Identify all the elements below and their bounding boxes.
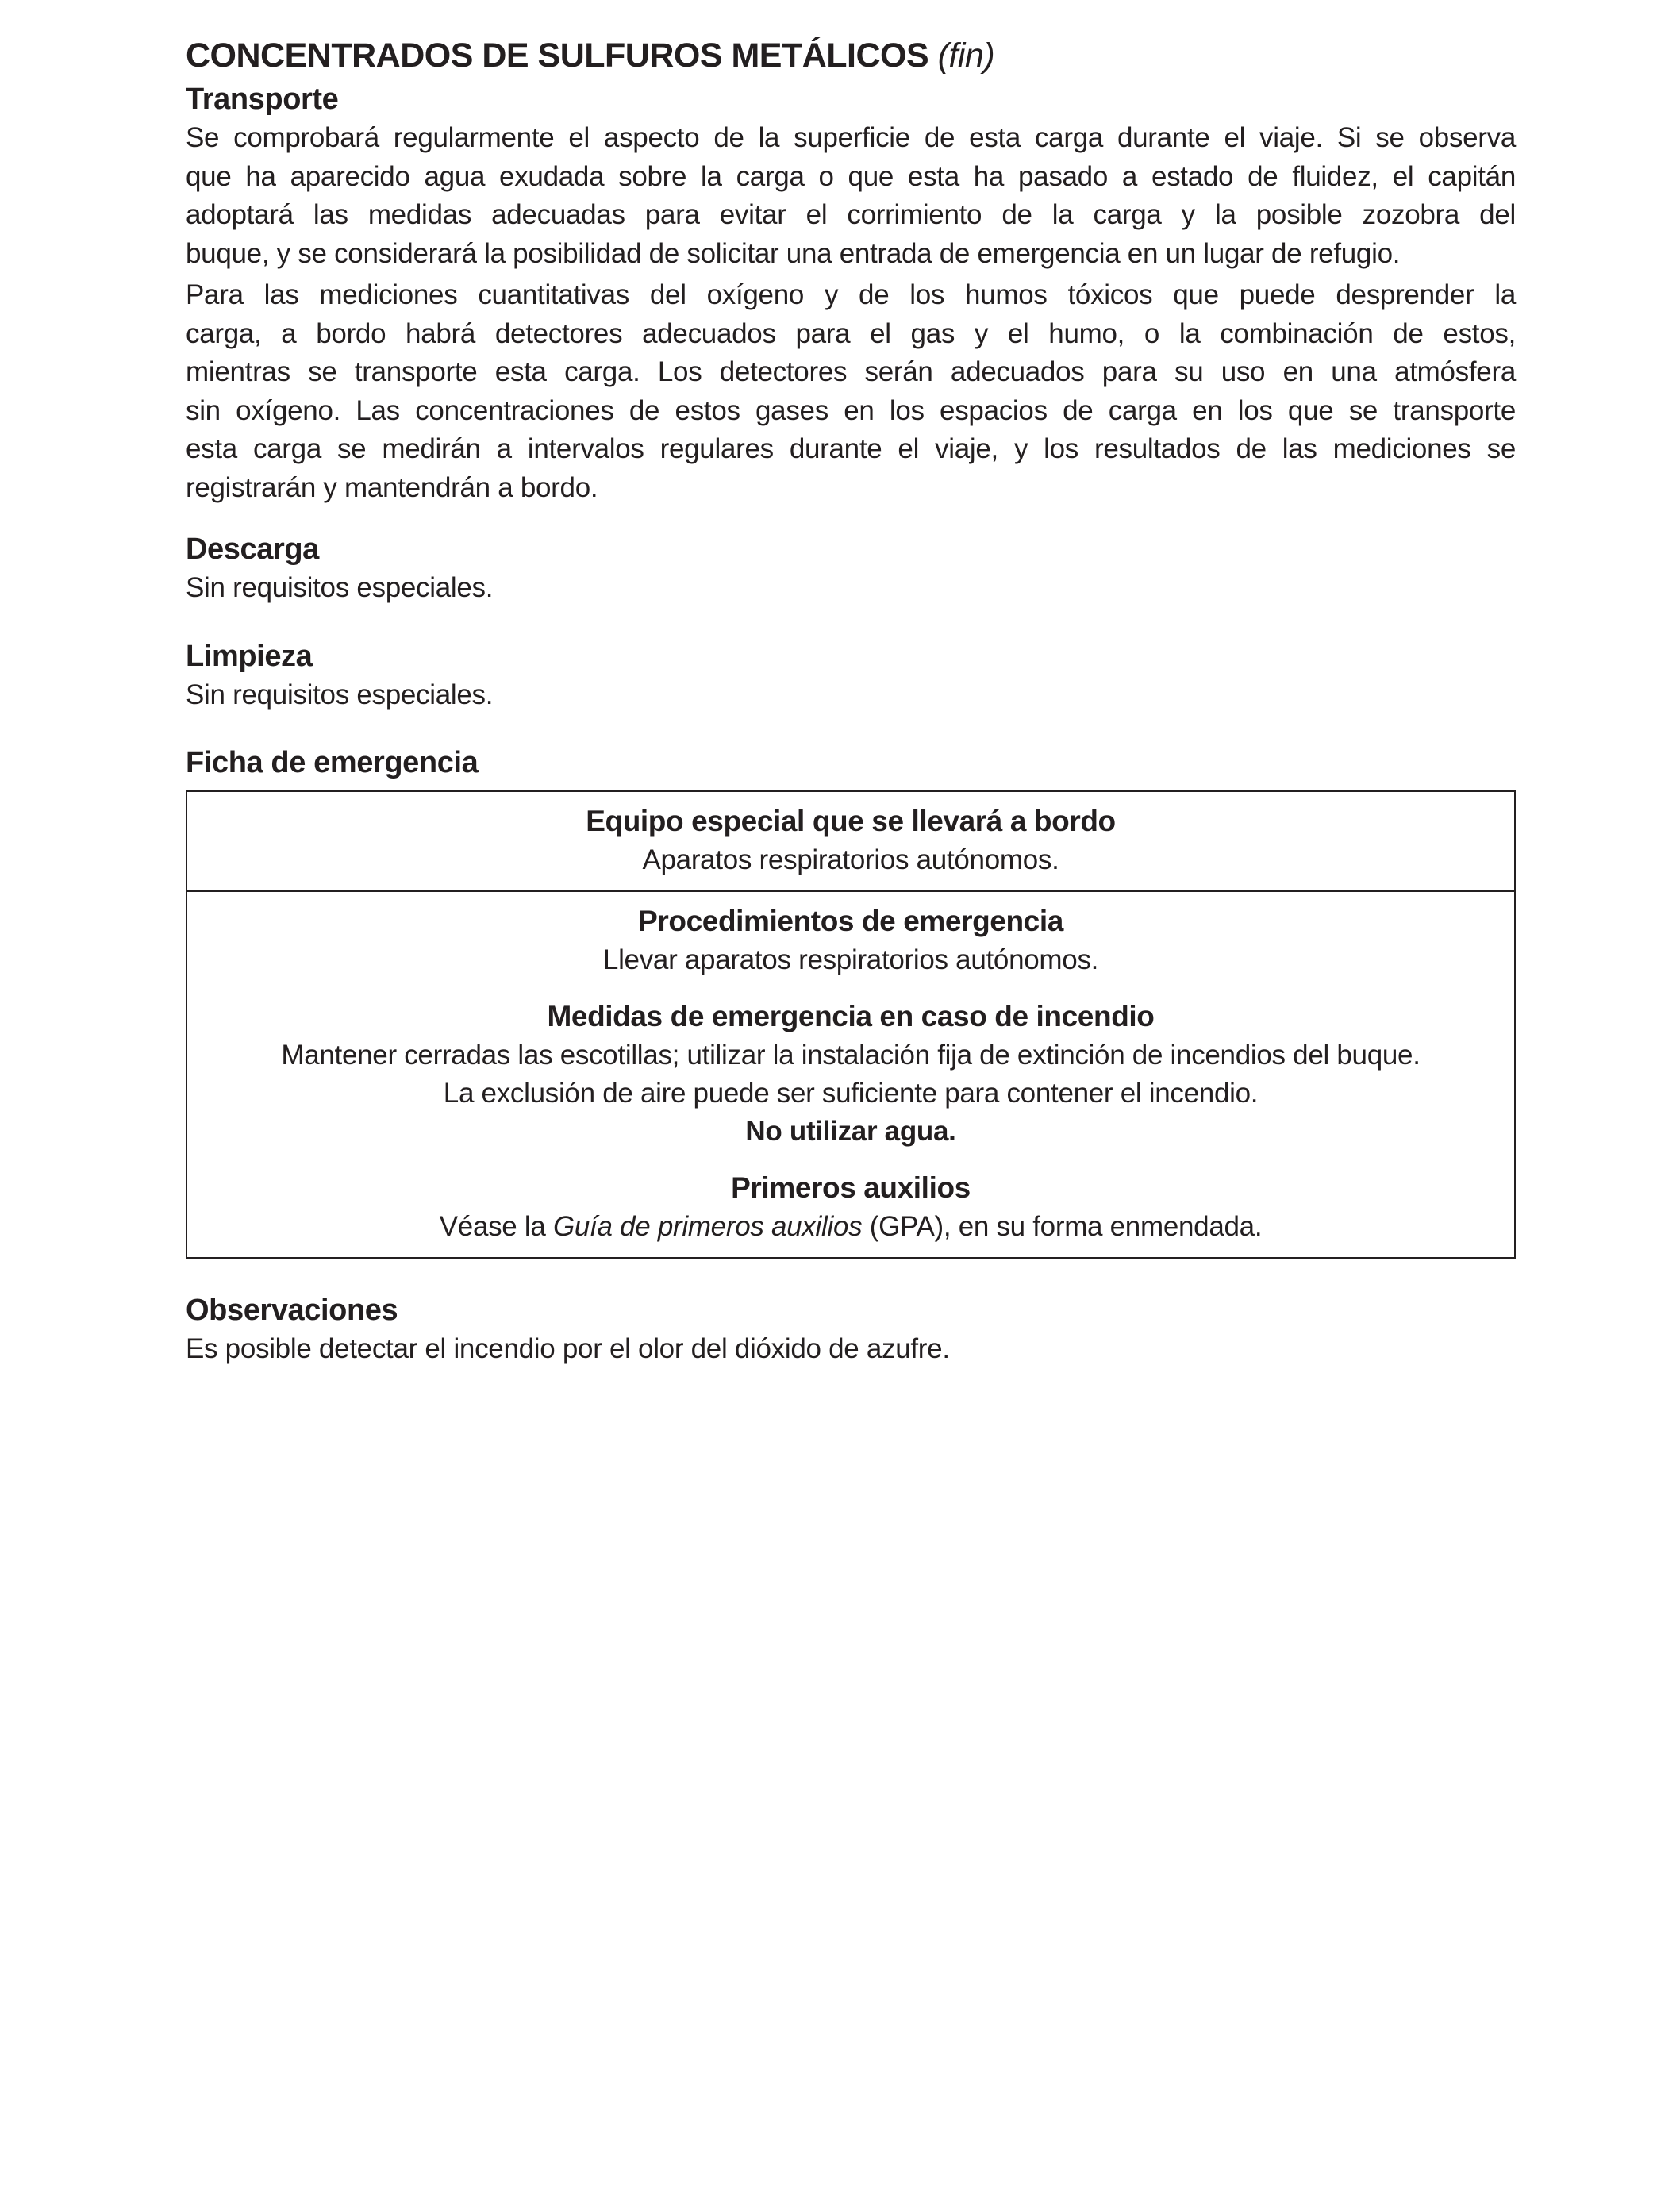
text-line: registrarán y mantendrán a bordo.	[186, 471, 598, 503]
title-text: CONCENTRADOS DE SULFUROS METÁLICOS	[186, 37, 929, 75]
title-suffix: (fin)	[937, 37, 995, 75]
first-aid-post: (GPA), en su forma enmendada.	[862, 1211, 1263, 1242]
equipment-cell	[187, 792, 1514, 890]
text-line: buque, y se considerará la posibilidad de solicitar una entrada de emergencia en un lugar de refugio.	[186, 237, 1401, 269]
procedures-cell	[187, 890, 1514, 1257]
equipment-heading: Equipo especial que se llevará a bordo	[586, 805, 1116, 837]
first-aid-text	[187, 1208, 1514, 1246]
first-aid-guide-title: Guía de primeros auxilios	[552, 1211, 863, 1242]
descarga-text: Sin requisitos especiales.	[186, 572, 494, 603]
equipment-text: Aparatos respiratorios autónomos.	[642, 844, 1059, 875]
section-heading-limpieza: Limpieza	[186, 639, 313, 673]
text-line: adoptará las medidas adecuadas para evitar el corrimiento de la carga y la posible zozobra del	[186, 199, 1516, 230]
procedures-heading: Procedimientos de emergencia	[638, 905, 1063, 937]
fire-heading: Medidas de emergencia en caso de incendio	[547, 1000, 1155, 1032]
text-line: mientras se transporte esta carga. Los detectores serán adecuados para su uso en una atmósfera	[186, 356, 1516, 387]
text-line: sin oxígeno. Las concentraciones de estos gases en los espacios de carga en los que se transporte	[186, 394, 1516, 426]
page-title	[186, 32, 1516, 79]
text-line: carga, a bordo habrá detectores adecuados para el gas y el humo, o la combinación de estos,	[186, 317, 1516, 349]
fire-text-2: La exclusión de aire puede ser suficiente para contener el incendio.	[443, 1078, 1259, 1109]
text-line: que ha aparecido agua exudada sobre la carga o que esta ha pasado a estado de fluidez, el capitán	[186, 160, 1516, 192]
section-heading-transporte: Transporte	[186, 83, 339, 116]
procedures-text: Llevar aparatos respiratorios autónomos.	[602, 944, 1099, 975]
limpieza-text: Sin requisitos especiales.	[186, 679, 494, 710]
observaciones-text: Es posible detectar el incendio por el olor del dióxido de azufre.	[186, 1333, 950, 1364]
text-line: Se comprobará regularmente el aspecto de la superficie de esta carga durante el viaje. Si se observa	[186, 122, 1516, 153]
section-heading-ficha: Ficha de emergencia	[186, 746, 479, 779]
emergency-schedule-box	[186, 790, 1516, 1259]
text-line: esta carga se medirán a intervalos regulares durante el viaje, y los resultados de las mediciones se	[186, 433, 1516, 464]
text-line: Para las mediciones cuantitativas del oxígeno y de los humos tóxicos que puede desprender la	[186, 279, 1516, 310]
first-aid-heading: Primeros auxilios	[731, 1171, 971, 1204]
transporte-paragraph-1	[186, 119, 1516, 273]
fire-text-1: Mantener cerradas las escotillas; utilizar la instalación fija de extinción de incendios del buque.	[281, 1040, 1421, 1071]
section-heading-descarga: Descarga	[186, 532, 319, 566]
first-aid-pre: Véase la	[439, 1211, 553, 1242]
document-page	[186, 32, 1516, 1369]
transporte-paragraph-2	[186, 276, 1516, 507]
section-heading-observaciones: Observaciones	[186, 1294, 398, 1327]
fire-warning: No utilizar agua.	[745, 1116, 956, 1147]
